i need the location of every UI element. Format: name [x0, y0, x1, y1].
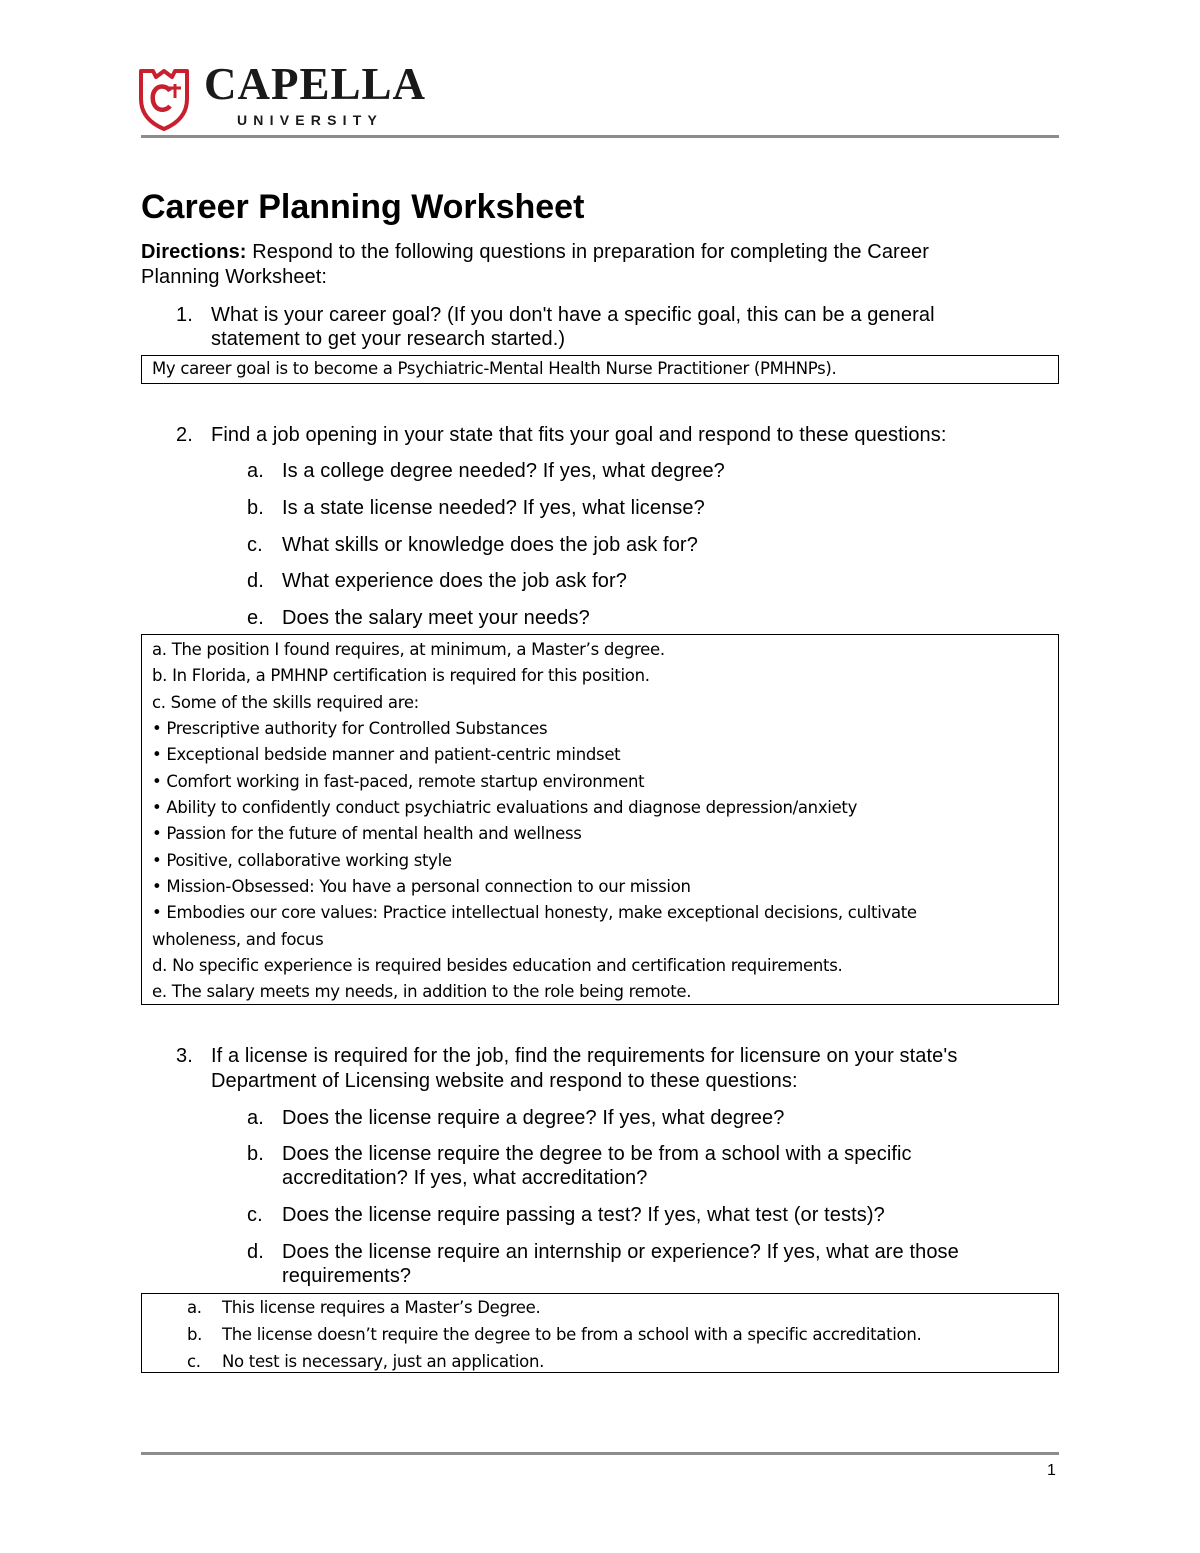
directions-text-line2: Planning Worksheet: — [141, 266, 328, 288]
sub-question-text: accreditation? If yes, what accreditation? — [282, 1167, 648, 1189]
answer-box-q2 — [141, 634, 1059, 1005]
sub-question-text: Is a college degree needed? If yes, what degree? — [282, 460, 725, 482]
question-text-line: statement to get your research started.) — [211, 328, 566, 350]
sub-question-letter: a. — [247, 1107, 264, 1129]
sub-question-text: What experience does the job ask for? — [282, 570, 628, 592]
header-divider — [141, 135, 1059, 138]
sub-question-letter: d. — [247, 1241, 264, 1263]
sub-question-letter: e. — [247, 607, 264, 629]
answer-line: b. In Florida, a PMHNP certification is required for this position. — [152, 666, 650, 685]
sub-question-text: Does the license require a degree? If yes, what degree? — [282, 1107, 785, 1129]
page-title: Career Planning Worksheet — [141, 188, 585, 226]
answer-line: • Mission-Obsessed: You have a personal connection to our mission — [152, 877, 691, 896]
answer-letter: b. — [187, 1325, 203, 1344]
answer-line: • Exceptional bedside manner and patient-centric mindset — [152, 745, 621, 764]
sub-question-letter: c. — [247, 1204, 263, 1226]
sub-question-letter: a. — [247, 460, 264, 482]
footer-divider — [141, 1452, 1059, 1455]
sub-question-text: Does the license require the degree to be from a school with a specific — [282, 1143, 912, 1165]
sub-question-text: Does the salary meet your needs? — [282, 607, 590, 629]
directions-text-line1: Respond to the following questions in preparation for completing the Career — [246, 241, 930, 263]
question-2 — [0, 423, 1200, 633]
answer-line: • Comfort working in fast-paced, remote startup environment — [152, 772, 645, 791]
question-text-line: What is your career goal? (If you don't have a specific goal, this can be a general — [211, 304, 935, 326]
question-text-line: Find a job opening in your state that fits your goal and respond to these questions: — [211, 424, 947, 446]
sub-question-letter: b. — [247, 1143, 264, 1165]
directions — [141, 240, 929, 264]
answer-line: d. No specific experience is required besides education and certification requirements. — [152, 956, 843, 975]
question-1 — [0, 303, 1200, 353]
sub-question-text: Is a state license needed? If yes, what license? — [282, 497, 705, 519]
answer-line: • Passion for the future of mental health and wellness — [152, 824, 582, 843]
answer-letter: a. — [187, 1298, 202, 1317]
answer-box-q3 — [141, 1293, 1059, 1373]
answer-line: • Embodies our core values: Practice intellectual honesty, make exceptional decisions, cultivate — [152, 903, 917, 922]
answer-line: • Prescriptive authority for Controlled Substances — [152, 719, 548, 738]
question-text-line: Department of Licensing website and respond to these questions: — [211, 1070, 798, 1092]
directions-label: Directions: — [141, 241, 247, 263]
answer-line: e. The salary meets my needs, in addition to the role being remote. — [152, 982, 692, 1001]
question-number: 1. — [176, 304, 193, 326]
sub-question-text: What skills or knowledge does the job ask for? — [282, 534, 698, 556]
sub-question-letter: b. — [247, 497, 264, 519]
answer-line: • Positive, collaborative working style — [152, 851, 452, 870]
answer-line: This license requires a Master’s Degree. — [222, 1298, 541, 1317]
question-number: 2. — [176, 424, 193, 446]
brand-subtitle: UNIVERSITY — [237, 112, 384, 128]
sub-question-text: requirements? — [282, 1265, 412, 1287]
brand-name: CAPELLA — [204, 59, 427, 109]
page-number: 1 — [1047, 1462, 1056, 1479]
answer-box-q1 — [141, 355, 1059, 384]
answer-line: c. Some of the skills required are: — [152, 693, 419, 712]
sub-question-text: Does the license require passing a test? If yes, what test (or tests)? — [282, 1204, 885, 1226]
answer-line: wholeness, and focus — [152, 930, 324, 949]
answer-line: The license doesn’t require the degree to be from a school with a specific accreditation. — [222, 1325, 922, 1344]
sub-question-text: Does the license require an internship or experience? If yes, what are those — [282, 1241, 959, 1263]
answer-line: a. The position I found requires, at minimum, a Master’s degree. — [152, 640, 665, 659]
question-number: 3. — [176, 1045, 193, 1067]
answer-line: • Ability to confidently conduct psychiatric evaluations and diagnose depression/anxiety — [152, 798, 858, 817]
question-3 — [0, 1044, 1200, 1289]
capella-shield-logo — [138, 67, 190, 131]
answer-line: My career goal is to become a Psychiatric-Mental Health Nurse Practitioner (PMHNPs). — [152, 359, 837, 378]
answer-line: No test is necessary, just an application. — [222, 1352, 545, 1371]
sub-question-letter: d. — [247, 570, 264, 592]
question-text-line: If a license is required for the job, find the requirements for licensure on your state's — [211, 1045, 958, 1067]
answer-letter: c. — [187, 1352, 201, 1371]
sub-question-letter: c. — [247, 534, 263, 556]
